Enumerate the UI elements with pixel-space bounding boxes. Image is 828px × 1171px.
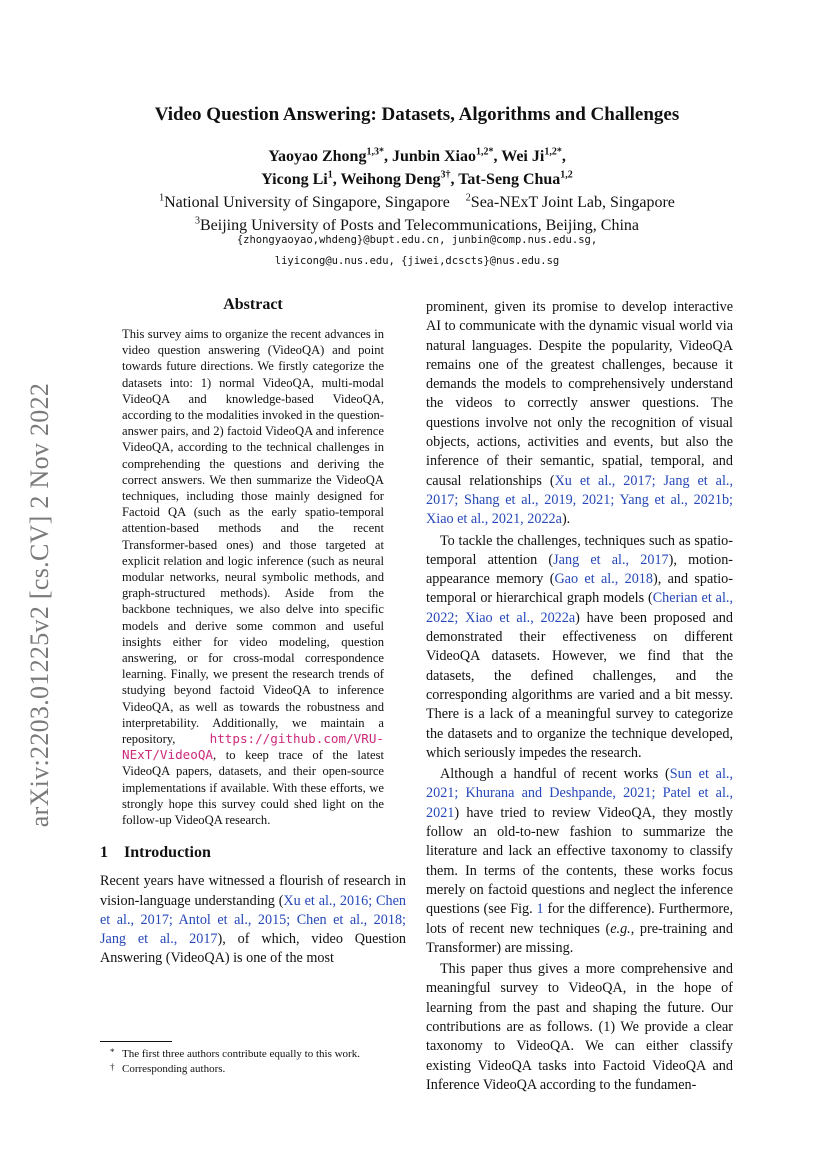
right-column [426,298,733,1095]
author-sup: 1 [327,169,333,181]
footnote-text: The first three authors contribute equally to this work. [122,1048,360,1060]
affiliation-number: 2 [465,192,471,204]
text-run: ), motion-appearance memory ( [426,551,734,588]
author-sup: 1,2 [560,169,573,181]
citation-link[interactable]: Xu et al., 2017; Jang et al., 2017; Shang et al., 2019, 2021; Yang et al., 2021b; Xiao et al., 2021, 2022a [426,472,733,528]
repo-link[interactable]: https://github.com/VRU-NExT/VideoQA [122,731,384,763]
author-sup: 1,2* [544,146,562,158]
author-block [100,145,734,237]
footnote [100,1062,406,1077]
text-run: prominent, given its promise to develop interactive AI to communicate with the dynamic visual world via natural languages. Despite the popularity, VideoQA remains one of the greatest challenges, because it demands the models to comprehensively understand the videos to correctly answer questions. The questions involve not only the recognition of visual objects, actions, activities and events, but also the inference of their semantic, spatial, temporal, and causal relationships ( [426,299,733,489]
left-column [100,296,406,969]
text-run: ), and spatio-temporal or hierarchical graph models ( [426,571,733,607]
abstract-part: , to keep trace of the latest VideoQA papers, datasets, and their open-source implementations if available. With these efforts, we strongly hope this survey could shed light on the follow-up VideoQA research. [122,748,384,828]
section-heading [100,844,406,862]
footnote-rule [100,1041,172,1042]
abstract-heading: Abstract [223,296,283,313]
text-run: ), of which, video Question Answering (VideoQA) is one of the most [100,931,407,967]
affiliation: Sea-NExT Joint Lab, Singapore [470,194,675,211]
text-run: ) have been proposed and demonstrated their effectiveness on different VideoQA datasets. However, we find that the datasets, the defined challenges, and the corresponding algorithms are varied and a bit messy. There is a lack of a meaningful survey to categorize the datasets and to organize the technique developed, which seriously impedes the research. [426,609,733,761]
footnotes [100,1041,406,1077]
text-run: ). [561,511,571,528]
text-run: , pre-training and Transformer) are missing. [426,920,733,956]
author-name: Yicong Li [261,171,328,188]
author-line-2: Yicong Li$^1$, Weihong Deng$^{3\dagger}$, Tat-Seng Chua$^{1,2}$ [261,169,573,188]
author-name: Tat-Seng Chua [458,171,561,188]
figure-link[interactable]: 1 [536,901,544,918]
author-sup: 1,3* [366,146,384,158]
affiliation: Beijing University of Posts and Telecommunications, Beijing, China [200,217,639,234]
footnote [100,1047,406,1062]
section-title: Introduction [124,844,211,862]
section-number: 1 [100,844,108,862]
citation-link[interactable]: Xu et al., 2016; Chen et al., 2017; Antol et al., 2015; Chen et al., 2018; Jang et al., 2017 [100,892,406,948]
citation-link[interactable]: Gao et al., 2018 [554,571,653,588]
intro-paragraph-1-start [100,872,406,968]
text-run: To tackle the challenges, techniques such as spatio-temporal attention ( [426,532,733,568]
text-run: for the difference). Furthermore, lots of recent new techniques ( [426,901,733,937]
footnote-mark: * [110,1047,115,1057]
text-run: Although a handful of recent works ( [440,766,670,783]
emphasis: e.g. [610,920,631,937]
abstract-part: This survey aims to organize the recent advances in video question answering (VideoQA) and point towards future directions. We firstly categorize the datasets into: 1) normal VideoQA, multi-modal VideoQA and knowledge-based VideoQA, according to the modalities invoked in the question-answer pairs, and 2) factoid VideoQA and inference VideoQA, according to the technical challenges in comprehending the questions and deriving the correct answers. We then summarize the VideoQA techniques, including those mainly designed for Factoid QA (such as the early spatio-temporal attention-based methods and the recent Transformer-based ones) and those targeted at explicit relation and logic inference (such as neural modular networks, neural symbolic methods, and graph-structured methods). Aside from the backbone techniques, we also delve into specific models and derive some common and useful insights either for video modeling, question answering, or for cross-modal correspondence learning. Finally, we present the research trends of studying beyond factoid VideoQA to inference VideoQA, as well as towards the robustness and interpretability. Additionally, we maintain a repository, [122,327,384,747]
author-sup: 3† [440,169,451,181]
citation-link[interactable]: Sun et al., 2021; Khurana and Deshpande, 2021; Patel et al., 2021 [426,766,734,821]
footnote-mark: † [110,1062,115,1072]
affiliation-line-1 [100,191,734,214]
email-line: liyicong@u.nus.edu, {jiwei,dcscts}@nus.edu.sg [274,255,560,267]
text-run: ) have tried to review VideoQA, they mostly follow an old-to-new fashion to summarize the literature and lack an effective taxonomy to classify them. In terms of the contents, these works focus merely on factoid questions and neglect the inference questions (see Fig. [426,804,733,918]
email-line: {zhongyaoyao,whdeng}@bupt.edu.cn, junbin@comp.nus.edu.sg, [236,234,598,246]
affiliation: National University of Singapore, Singapore [164,194,450,211]
arxiv-id: arXiv:2203.01225v2 [cs.CV] 2 Nov 2022 [25,382,55,828]
author-name: Yaoyao Zhong [268,148,367,165]
footnote-text: Corresponding authors. [122,1063,226,1075]
affiliation-number: 1 [159,192,165,204]
arxiv-stamp [22,360,58,850]
paper-title: Video Question Answering: Datasets, Algorithms and Challenges [154,104,680,125]
affiliation-number: 3 [195,215,200,227]
abstract-text [122,326,384,828]
citation-link[interactable]: Cherian et al., 2022; Xiao et al., 2022a [426,590,734,626]
intro-paragraph-1-continued [426,298,733,530]
author-name: Wei Ji [501,148,545,165]
citation-link[interactable]: Jang et al., 2017 [553,551,669,568]
author-name: Weihong Deng [340,171,441,188]
author-sup: 1,2* [475,146,494,158]
intro-paragraph-3 [426,765,733,958]
email-block [100,230,734,272]
intro-paragraph-2 [426,532,733,764]
text-run: Recent years have witnessed a flourish of research in vision-language understanding ( [100,873,406,909]
author-line-1: Yaoyao Zhong$^{1,3*}$, Junbin Xiao$^{1,2*}$, Wei $Ji^{1,2*}$, [268,146,566,165]
intro-paragraph-4: This paper thus gives a more comprehensive and meaningful survey to VideoQA, in the hope of learning from the past and shaping the future. Our contributions are as follows. (1) We provide a clear taxonomy to VideoQA. We can either classify existing VideoQA tasks into Factoid VideoQA and Inference VideoQA according to the fundamen- [426,961,733,1093]
author-name: Junbin Xiao [391,148,476,165]
